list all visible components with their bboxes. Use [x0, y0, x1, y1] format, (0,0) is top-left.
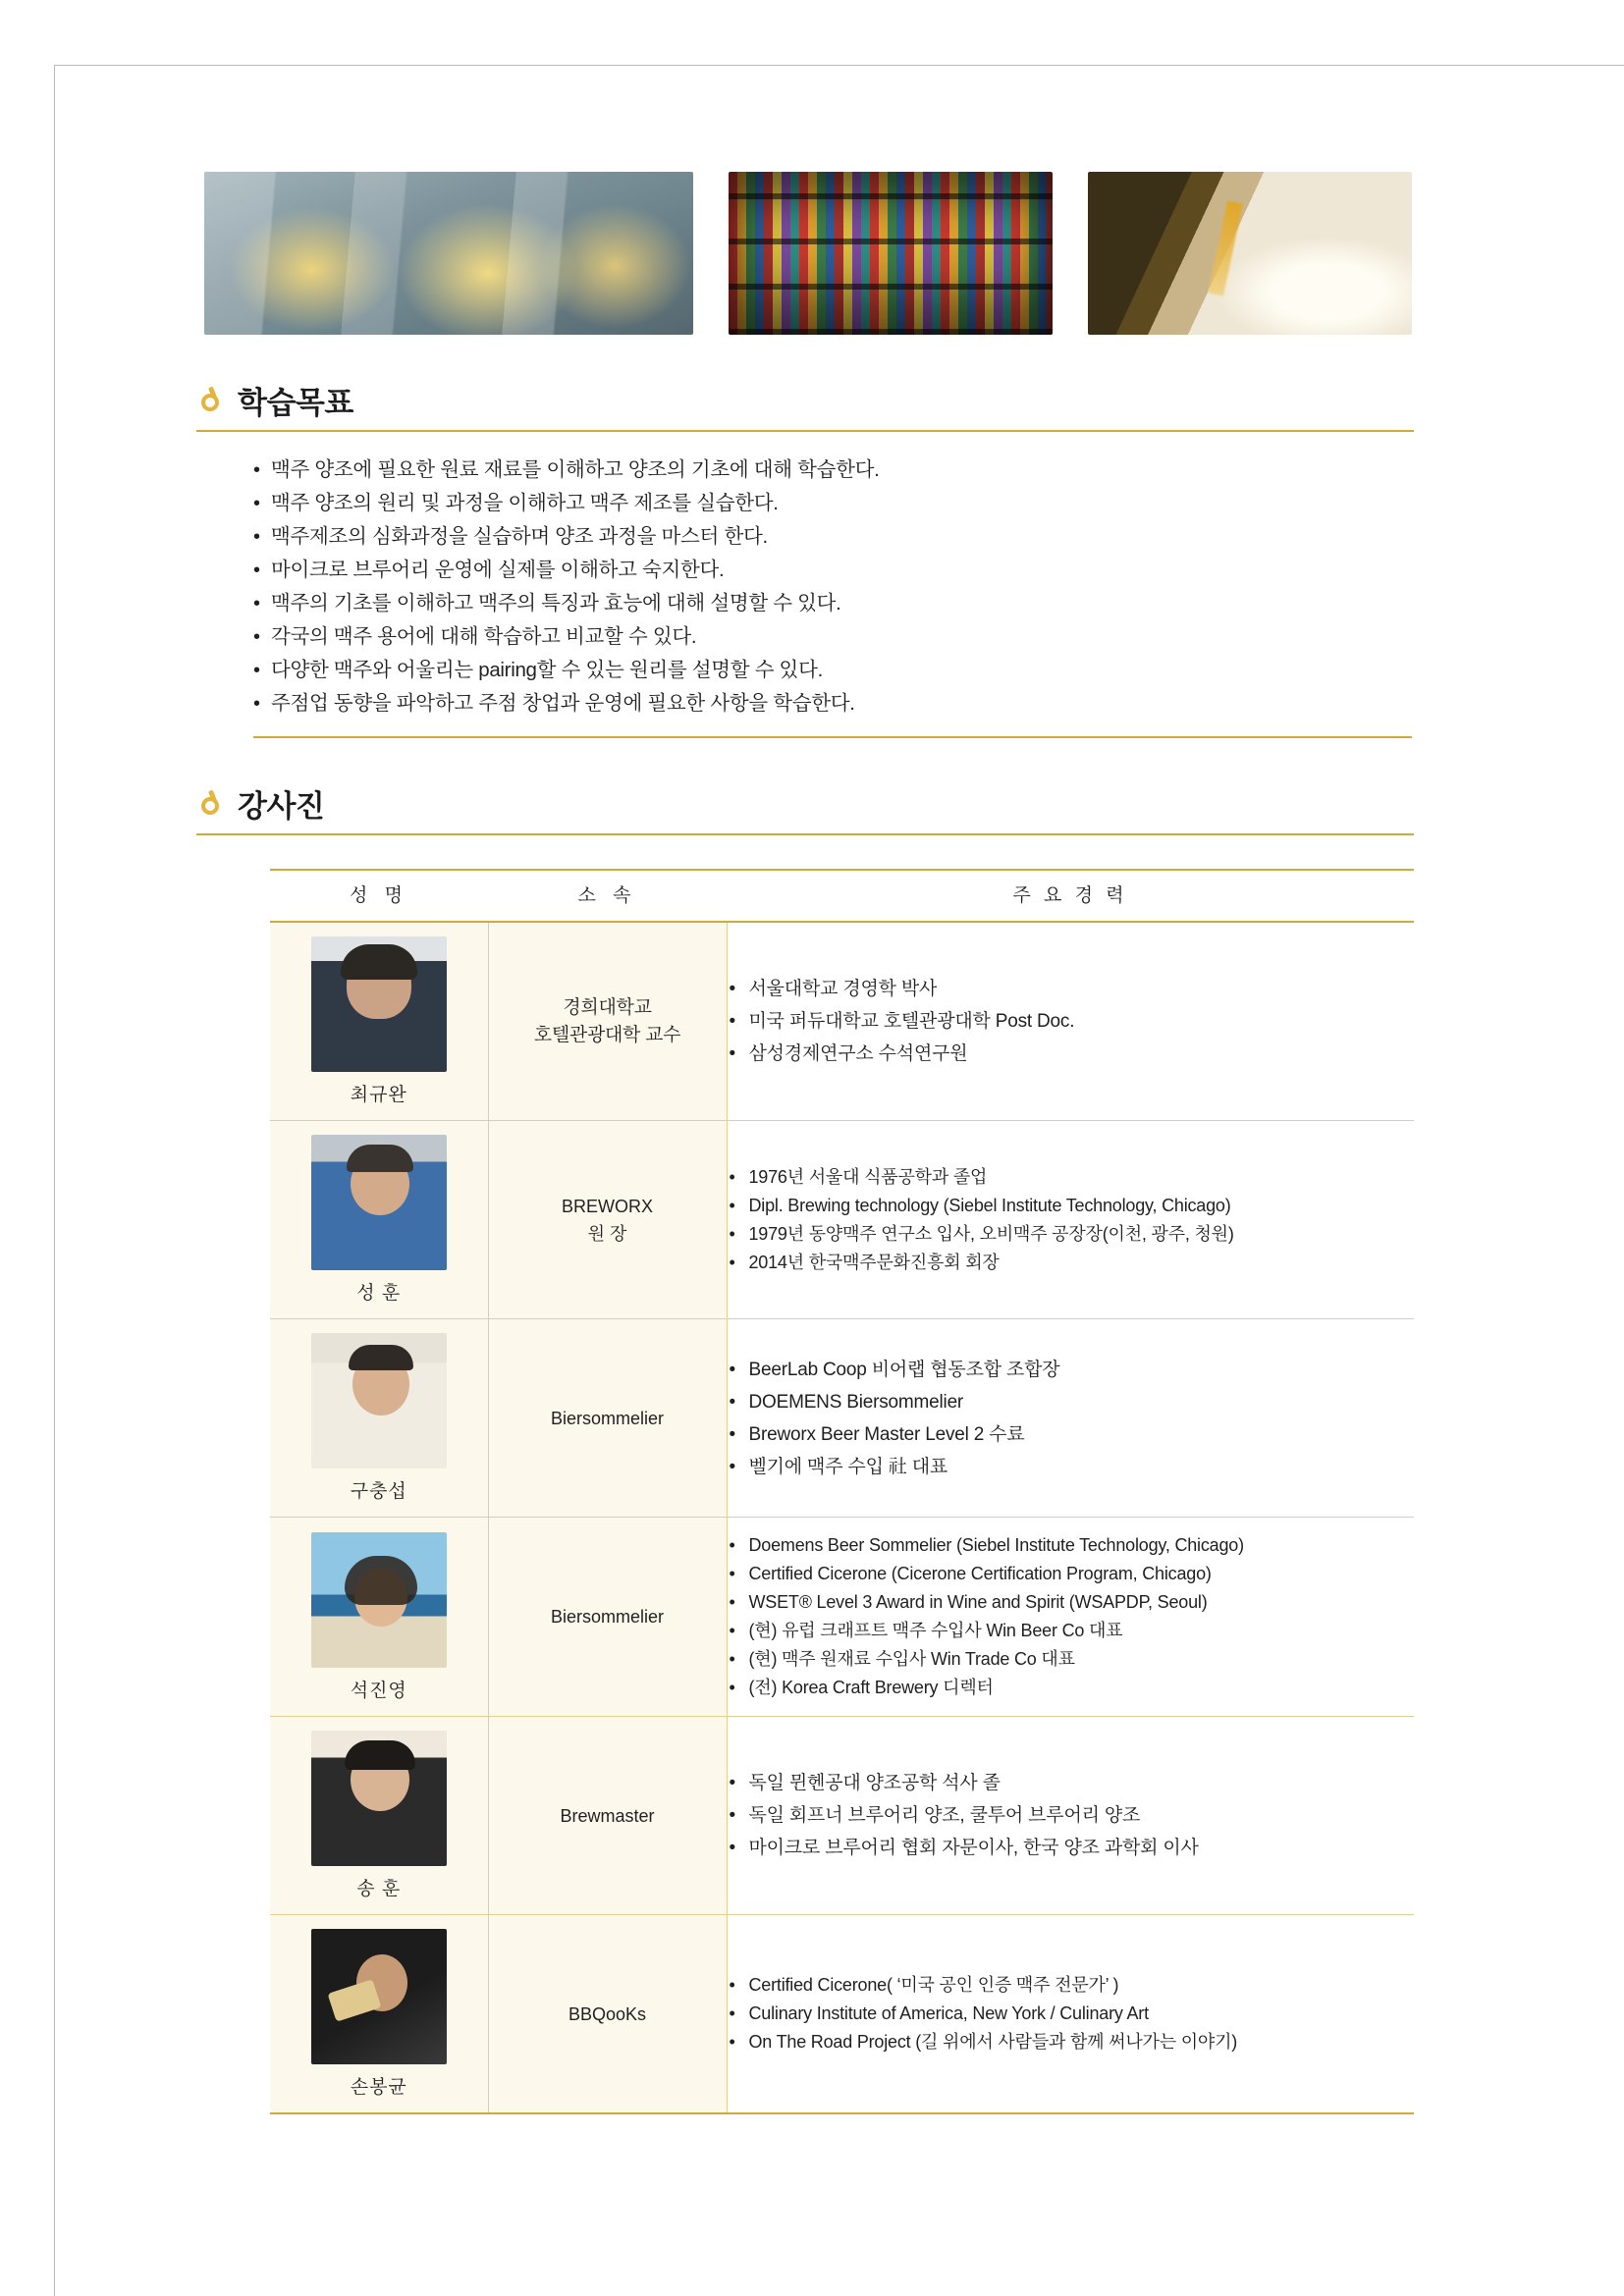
- career-item: • WSET® Level 3 Award in Wine and Spirit (WSAPDP, Seoul): [728, 1588, 1415, 1617]
- career-item: • 1979년 동양맥주 연구소 입사, 오비맥주 공장장(이천, 광주, 청원): [728, 1220, 1415, 1249]
- career-list: [728, 1163, 1415, 1277]
- objective-item: • 맥주제조의 심화과정을 실습하며 양조 과정을 마스터 한다.: [253, 520, 1412, 554]
- section-header-objectives: [196, 378, 1414, 432]
- career-item: • 2014년 한국맥주문화진흥회 회장: [728, 1249, 1415, 1277]
- instructor-career-cell: [727, 1717, 1414, 1915]
- instructor-affiliation-cell: [488, 1319, 727, 1518]
- career-item: • Culinary Institute of America, New York / Culinary Art: [728, 2000, 1415, 2028]
- instructor-affiliation-cell: [488, 922, 727, 1121]
- instructor-career-cell: [727, 1518, 1414, 1717]
- instructor-career-cell: [727, 1121, 1414, 1319]
- column-header-career: 주 요 경 력: [727, 870, 1414, 922]
- instructor-name-cell: [270, 1121, 488, 1319]
- instructor-career-cell: [727, 1915, 1414, 2114]
- affiliation-line: Brewmaster: [560, 1805, 655, 1826]
- career-item: • (현) 맥주 원재료 수입사 Win Trade Co 대표: [728, 1645, 1415, 1674]
- header-photo-strip: [204, 172, 1443, 335]
- portrait-photo: [311, 1333, 447, 1468]
- portrait-photo: [311, 1532, 447, 1668]
- career-item: • 마이크로 브루어리 협회 자문이사, 한국 양조 과학회 이사: [728, 1832, 1415, 1864]
- career-item: • BeerLab Coop 비어랩 협동조합 조합장: [728, 1354, 1415, 1386]
- table-row: [270, 1717, 1414, 1915]
- page-border-top: [54, 65, 1624, 66]
- table-row: [270, 922, 1414, 1121]
- instructor-name-cell: [270, 922, 488, 1121]
- affiliation-line: BREWORX: [561, 1196, 653, 1216]
- affiliation-line: Biersommelier: [550, 1607, 665, 1627]
- career-item: • (현) 유럽 크래프트 맥주 수입사 Win Beer Co 대표: [728, 1617, 1415, 1645]
- table-row: [270, 1121, 1414, 1319]
- career-item: • 독일 뮌헨공대 양조공학 석사 졸: [728, 1767, 1415, 1799]
- instructor-name: 구충섭: [350, 1481, 407, 1502]
- career-item: • Certified Cicerone (Cicerone Certification Program, Chicago): [728, 1560, 1415, 1588]
- instructor-affiliation-cell: [488, 1915, 727, 2114]
- affiliation-line: 경희대학교: [563, 996, 652, 1018]
- portrait-photo: [311, 1135, 447, 1270]
- section-header-instructors: [196, 781, 1414, 835]
- career-item: • 독일 회프너 브루어리 양조, 쿨투어 브루어리 양조: [728, 1799, 1415, 1832]
- portrait-photo: [311, 936, 447, 1072]
- career-item: • 벨기에 맥주 수입 社 대표: [728, 1451, 1415, 1483]
- career-list: [728, 1531, 1415, 1702]
- objectives-list: [253, 454, 1412, 738]
- instructor-career-cell: [727, 1319, 1414, 1518]
- career-item: • Certified Cicerone( ‘미국 공인 인증 맥주 전문가’ ): [728, 1971, 1415, 2000]
- instructor-affiliation-cell: [488, 1717, 727, 1915]
- swirl-bullet-icon: [196, 387, 224, 414]
- objective-item: • 맥주 양조의 원리 및 과정을 이해하고 맥주 제조를 실습한다.: [253, 487, 1412, 520]
- column-header-affiliation: 소 속: [488, 870, 727, 922]
- section-title-instructors: 강사진: [238, 789, 325, 824]
- objective-item: • 맥주 양조에 필요한 원료 재료를 이해하고 양조의 기초에 대해 학습한다.: [253, 454, 1412, 487]
- career-list: [728, 1971, 1415, 2056]
- instructor-affiliation-cell: [488, 1121, 727, 1319]
- objective-item: • 다양한 맥주와 어울리는 pairing할 수 있는 원리를 설명할 수 있다.: [253, 654, 1412, 687]
- column-header-name: 성 명: [270, 870, 488, 922]
- career-item: • 미국 퍼듀대학교 호텔관광대학 Post Doc.: [728, 1005, 1415, 1038]
- instructor-name: 손봉균: [350, 2077, 407, 2098]
- affiliation-line: 원 장: [587, 1223, 627, 1244]
- career-list: [728, 1354, 1415, 1483]
- portrait-photo: [311, 1731, 447, 1866]
- document-body: [196, 172, 1443, 2114]
- career-item: • 서울대학교 경영학 박사: [728, 973, 1415, 1005]
- career-item: • 삼성경제연구소 수석연구원: [728, 1038, 1415, 1070]
- objective-item: • 주점업 동향을 파악하고 주점 창업과 운영에 필요한 사항을 학습한다.: [253, 687, 1412, 721]
- objective-item: • 각국의 맥주 용어에 대해 학습하고 비교할 수 있다.: [253, 620, 1412, 654]
- career-item: • 1976년 서울대 식품공학과 졸업: [728, 1163, 1415, 1192]
- table-row: [270, 1915, 1414, 2114]
- career-list: [728, 1767, 1415, 1864]
- portrait-photo: [311, 1929, 447, 2064]
- section-title-objectives: 학습목표: [238, 386, 353, 420]
- objective-item: • 맥주의 기초를 이해하고 맥주의 특징과 효능에 대해 설명할 수 있다.: [253, 587, 1412, 620]
- career-item: • On The Road Project (길 위에서 사람들과 함께 써나가는 이야기): [728, 2028, 1415, 2056]
- photo-pouring-beer: [1088, 172, 1412, 335]
- swirl-bullet-icon: [196, 790, 224, 818]
- instructor-name: 송 훈: [356, 1879, 402, 1899]
- career-item: • (전) Korea Craft Brewery 디렉터: [728, 1674, 1415, 1702]
- table-row: [270, 1319, 1414, 1518]
- instructor-name: 석진영: [350, 1680, 407, 1701]
- career-item: • Dipl. Brewing technology (Siebel Institute Technology, Chicago): [728, 1192, 1415, 1220]
- instructor-affiliation-cell: [488, 1518, 727, 1717]
- instructor-name-cell: [270, 1518, 488, 1717]
- instructor-name-cell: [270, 1915, 488, 2114]
- instructor-name: 성 훈: [356, 1283, 402, 1304]
- instructor-name-cell: [270, 1319, 488, 1518]
- photo-cheers: [204, 172, 693, 335]
- photo-bottle-shelf: [729, 172, 1053, 335]
- page-border-left: [54, 65, 55, 2296]
- career-item: • DOEMENS Biersommelier: [728, 1386, 1415, 1418]
- affiliation-line: Biersommelier: [550, 1408, 665, 1428]
- table-row: [270, 1518, 1414, 1717]
- affiliation-line: BBQooKs: [568, 2003, 647, 2024]
- instructor-table: [270, 869, 1414, 2114]
- instructor-table-wrapper: [270, 869, 1414, 2114]
- career-item: • Doemens Beer Sommelier (Siebel Institute Technology, Chicago): [728, 1531, 1415, 1560]
- instructor-name-cell: [270, 1717, 488, 1915]
- table-header-row: [270, 870, 1414, 922]
- affiliation-line: 호텔관광대학 교수: [533, 1024, 681, 1045]
- instructor-career-cell: [727, 922, 1414, 1121]
- career-list: [728, 973, 1415, 1070]
- objective-item: • 마이크로 브루어리 운영에 실제를 이해하고 숙지한다.: [253, 554, 1412, 587]
- instructor-name: 최규완: [350, 1085, 407, 1105]
- career-item: • Breworx Beer Master Level 2 수료: [728, 1418, 1415, 1451]
